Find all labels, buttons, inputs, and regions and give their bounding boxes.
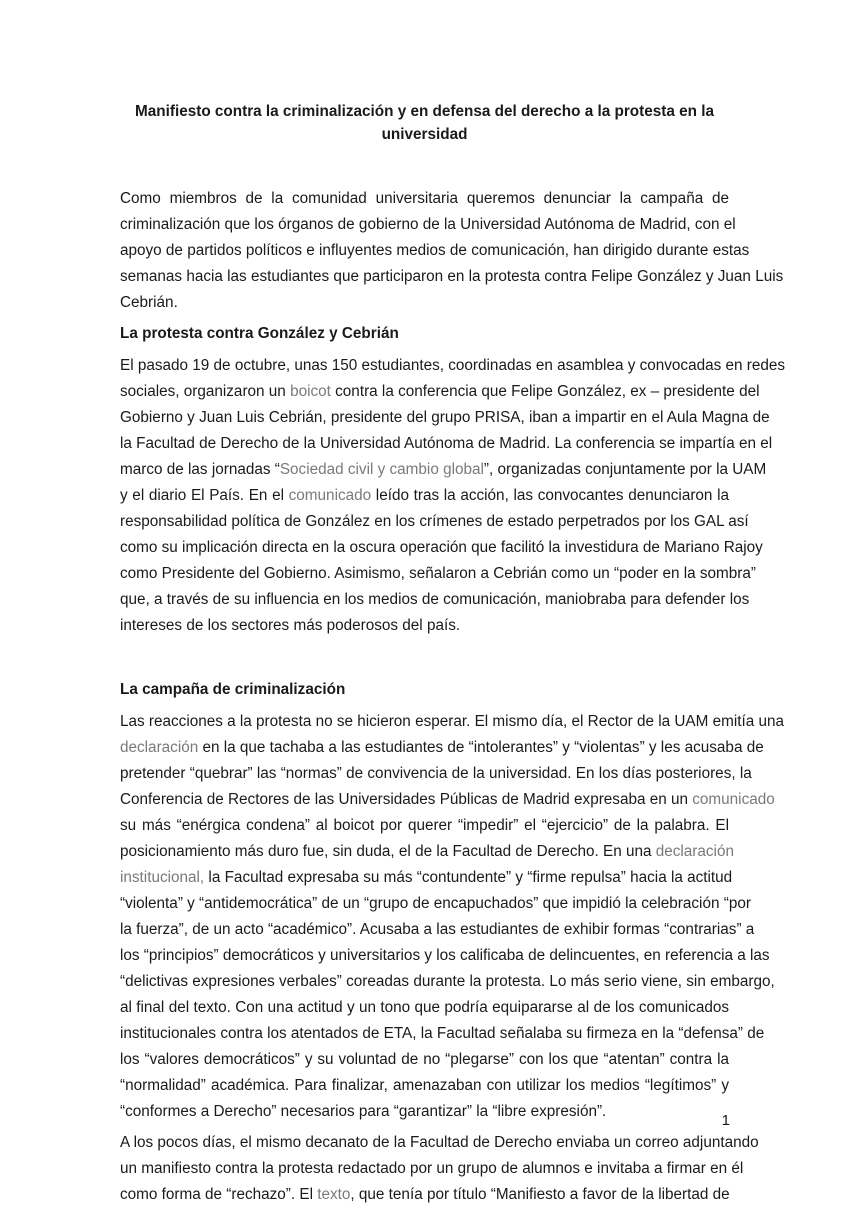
paragraph-line: marco de las jornadas “Sociedad civil y cambio global”, organizadas conjuntamente por la UAM [120,461,767,478]
paragraph-line: pretender “quebrar” las “normas” de convivencia de la universidad. En los días posteriores, la [120,765,752,782]
paragraph-line: responsabilidad política de González en los crímenes de estado perpetrados por los GAL así [120,513,749,530]
paragraph-line: su más “enérgica condena” al boicot por querer “impedir” el “ejercicio” de la palabra. El [120,817,729,834]
paragraph-line: A los pocos días, el mismo decanato de la Facultad de Derecho enviaba un correo adjuntando [120,1134,759,1151]
page-number: 1 [721,1112,730,1129]
paragraph-line: “violenta” y “antidemocrática” de un “grupo de encapuchados” que impidió la celebración “por [120,895,751,912]
inline-link[interactable]: declaración [120,739,199,756]
paragraph-line: como su implicación directa en la oscura operación que facilitó la investidura de Mariano Rajoy [120,539,763,556]
paragraph-line: institucionales contra los atentados de ETA, la Facultad señalaba su firmeza en la “defensa” de [120,1025,765,1042]
paragraph-line: El pasado 19 de octubre, unas 150 estudiantes, coordinadas en asamblea y convocadas en redes [120,357,786,374]
paragraph-line: sociales, organizaron un boicot contra la conferencia que Felipe González, ex – presidente del [120,383,760,400]
paragraph-line: la fuerza”, de un acto “académico”. Acusaba a las estudiantes de exhibir formas “contrarias” a [120,921,755,938]
inline-link[interactable]: texto [317,1186,351,1203]
paragraph-line: criminalización que los órganos de gobierno de la Universidad Autónoma de Madrid, con el [120,216,736,233]
paragraph-line: “delictivas expresiones verbales” coreadas durante la protesta. Lo más serio viene, sin embargo, [120,973,775,990]
inline-link[interactable]: comunicado [288,487,372,504]
paragraph-line: “normalidad” académica. Para finalizar, amenazaban con utilizar los medios “legítimos” y [120,1077,729,1094]
title-line-2: universidad [381,126,468,143]
paragraph-line: declaración en la que tachaba a las estudiantes de “intolerantes” y “violentas” y les acusaba de [120,739,764,756]
title-line-1: Manifiesto contra la criminalización y en defensa del derecho a la protesta en la [135,103,714,120]
paragraph-line: los “principios” democráticos y universitarios y los calificaba de delincuentes, en referencia a las [120,947,770,964]
paragraph-line: Las reacciones a la protesta no se hicieron esperar. El mismo día, el Rector de la UAM emitía una [120,713,785,730]
paragraph-line: Cebrián. [120,294,178,311]
paragraph-line: como Presidente del Gobierno. Asimismo, señalaron a Cebrián como un “poder en la sombra” [120,565,756,582]
paragraph-line: Como miembros de la comunidad universitaria queremos denunciar la campaña de [120,190,729,207]
section-heading: La campaña de criminalización [120,681,346,698]
inline-link[interactable]: boicot [290,383,331,400]
paragraph-line: como forma de “rechazo”. El texto, que tenía por título “Manifiesto a favor de la libertad de [120,1186,730,1203]
paragraph-line: Gobierno y Juan Luis Cebrián, presidente del grupo PRISA, iban a impartir en el Aula Magna de [120,409,770,426]
paragraph-line: Conferencia de Rectores de las Universidades Públicas de Madrid expresaba en un comunicado [120,791,775,808]
paragraph-line: los “valores democráticos” y su voluntad de no “plegarse” con los que “atentan” contra la [120,1051,729,1068]
paragraph-line: institucional, la Facultad expresaba su más “contundente” y “firme repulsa” hacia la actitud [120,869,733,886]
document-title [120,100,729,146]
inline-link[interactable]: institucional, [120,869,205,886]
inline-link[interactable]: comunicado [692,791,775,808]
paragraph-line: posicionamiento más duro fue, sin duda, el de la Facultad de Derecho. En una declaración [120,843,734,860]
paragraph-line: que, a través de su influencia en los medios de comunicación, maniobraba para defender los [120,591,750,608]
paragraph-line: al final del texto. Con una actitud y un tono que podría equipararse al de los comunicados [120,999,729,1016]
paragraph-line: intereses de los sectores más poderosos del país. [120,617,461,634]
inline-link[interactable]: declaración [655,843,734,860]
paragraph-line: y el diario El País. En el comunicado leído tras la acción, las convocantes denunciaron la [120,487,729,504]
paragraph-line: un manifiesto contra la protesta redactado por un grupo de alumnos e invitaba a firmar en él [120,1160,744,1177]
section-heading: La protesta contra González y Cebrián [120,325,399,342]
paragraph-line: apoyo de partidos políticos e influyentes medios de comunicación, han dirigido durante estas [120,242,750,259]
paragraph-line: la Facultad de Derecho de la Universidad Autónoma de Madrid. La conferencia se impartía en el [120,435,773,452]
paragraph-line: “conformes a Derecho” necesarios para “garantizar” la “libre expresión”. [120,1103,607,1120]
paragraph-line: semanas hacia las estudiantes que participaron en la protesta contra Felipe González y Juan Luis [120,268,784,285]
inline-link[interactable]: Sociedad civil y cambio global [279,461,484,478]
